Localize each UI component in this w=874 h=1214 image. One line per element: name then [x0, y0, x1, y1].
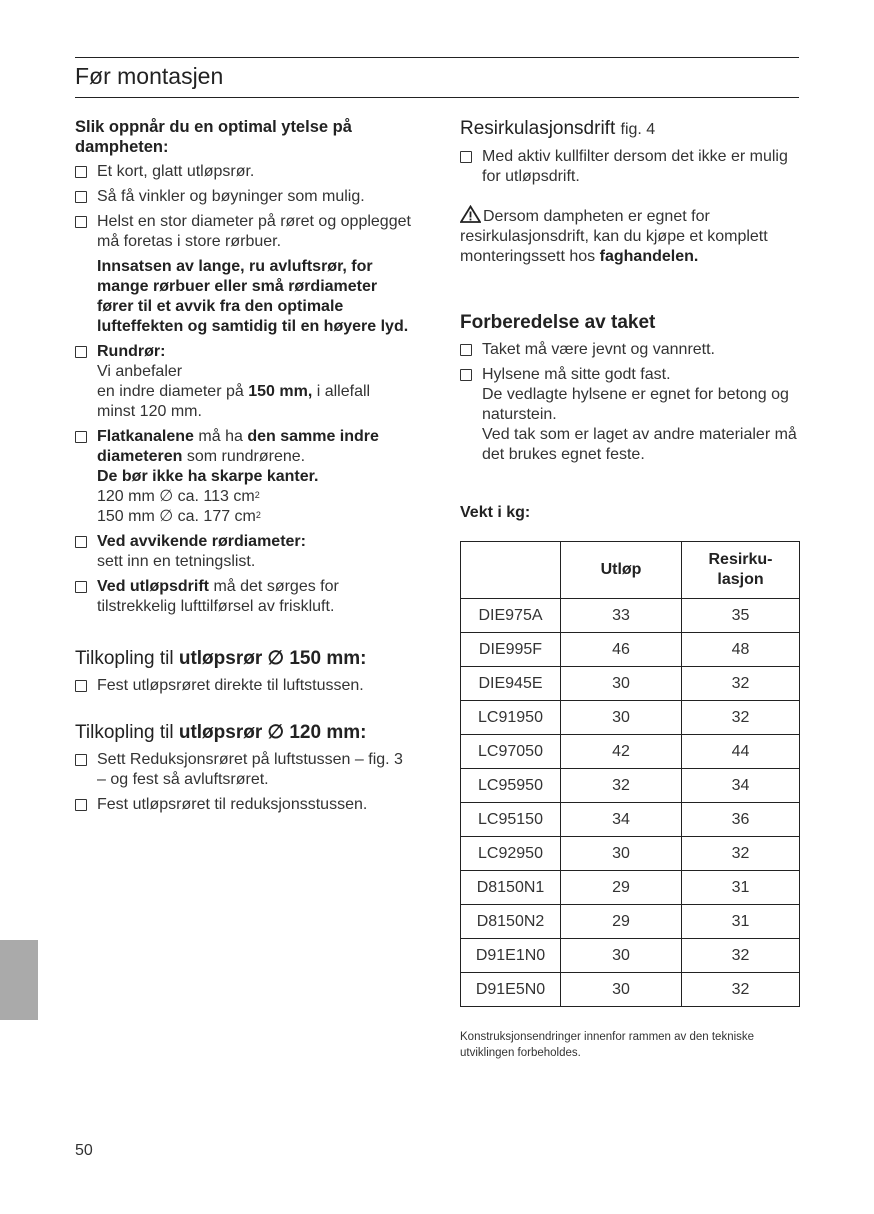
- model-cell: DIE975A: [461, 599, 561, 633]
- checkbox-icon: [460, 151, 472, 163]
- section-150-list: [75, 676, 415, 696]
- checkbox-icon: [75, 166, 87, 178]
- top-rule: [75, 57, 799, 58]
- model-cell: D8150N1: [461, 871, 561, 905]
- model-cell: D91E1N0: [461, 939, 561, 973]
- table-row: [461, 905, 800, 939]
- checkbox-icon: [75, 536, 87, 548]
- list-item-flatkanal: Flatkanalene må ha den samme indre diameteren som rundrørene. De bør ikke ha skarpe kanter. 120 mm ∅ ca. 113 $cm^2$ 150 mm ∅ ca. 177 $cm^2$: [75, 427, 415, 527]
- resirk-cell: 31: [682, 871, 800, 905]
- utlop-cell: 29: [561, 871, 682, 905]
- list-item: Fest utløpsrøret til reduksjonsstussen.: [75, 795, 415, 815]
- checkbox-icon: [75, 431, 87, 443]
- model-header: [461, 542, 561, 599]
- utlop-cell: 30: [561, 667, 682, 701]
- list-item-rundror: Rundrør: Vi anbefaler en indre diameter på 150 mm, i allefall minst 120 mm.: [75, 342, 415, 422]
- list-item: Hylsene må sitte godt fast. De vedlagte hylsene er egnet for betong og naturstein. Ved tak som er laget av andre materialer må det brukes egnet feste.: [460, 365, 805, 465]
- pipe-list: [75, 342, 415, 617]
- model-cell: D8150N2: [461, 905, 561, 939]
- table-row: [461, 939, 800, 973]
- table-row: [461, 803, 800, 837]
- table-row: [461, 667, 800, 701]
- resirk-cell: 32: [682, 973, 800, 1007]
- model-cell: DIE945E: [461, 667, 561, 701]
- resirk-cell: 35: [682, 599, 800, 633]
- model-cell: LC92950: [461, 837, 561, 871]
- list-item: Et kort, glatt utløpsrør.: [75, 162, 415, 182]
- weight-table: [460, 541, 800, 1007]
- resirk-heading: Resirkulasjonsdrift fig. 4: [460, 118, 656, 139]
- list-item: Så få vinkler og bøyninger som mulig.: [75, 187, 415, 207]
- checkbox-icon: [75, 346, 87, 358]
- list-item-utlop: Ved utløpsdrift må det sørges for tilstrekkelig lufttilførsel av friskluft.: [75, 577, 415, 617]
- checkbox-icon: [460, 344, 472, 356]
- section-120-heading: Tilkopling til utløpsrør ∅ 120 mm:: [75, 722, 367, 743]
- rundror-label: Rundrør:: [97, 343, 166, 360]
- checkbox-icon: [75, 581, 87, 593]
- right-column: [460, 117, 805, 1073]
- section-120-list: [75, 750, 415, 815]
- utlop-cell: 30: [561, 837, 682, 871]
- taket-heading: Forberedelse av taket: [460, 312, 656, 333]
- list-item: Med aktiv kullfilter dersom det ikke er mulig for utløpsdrift.: [460, 147, 805, 187]
- utlop-cell: 29: [561, 905, 682, 939]
- utlop-cell: 34: [561, 803, 682, 837]
- resirk-cell: 36: [682, 803, 800, 837]
- section-150-heading: Tilkopling til utløpsrør ∅ 150 mm:: [75, 648, 367, 669]
- gray-side-tab: [0, 940, 38, 1020]
- list-item-avvik: Ved avvikende rørdiameter: sett inn en tetningslist.: [75, 532, 415, 572]
- checkbox-icon: [75, 680, 87, 692]
- resirk-cell: 32: [682, 837, 800, 871]
- checkbox-icon: [460, 369, 472, 381]
- utlop-header: Utløp: [561, 542, 682, 599]
- utlop-cell: 33: [561, 599, 682, 633]
- resirk-header: Resirku- lasjon: [682, 542, 800, 599]
- optimal-note: Innsatsen av lange, ru avluftsrør, for mange rørbuer eller små rørdiameter fører til et avvik fra den optimale lufteffekten og samtidig til en høyere lyd.: [97, 258, 409, 335]
- table-row: [461, 871, 800, 905]
- table-row: [461, 735, 800, 769]
- list-item: Fest utløpsrøret direkte til luftstussen.: [75, 676, 415, 696]
- footnote: Konstruksjonsendringer innenfor rammen av den tekniske utviklingen forbeholdes.: [460, 1031, 755, 1059]
- list-item: Helst en stor diameter på røret og opplegget må foretas i store rørbuer.: [75, 212, 415, 252]
- list-item: Taket må være jevnt og vannrett.: [460, 340, 805, 360]
- resirk-list: [460, 147, 805, 187]
- resirk-cell: 44: [682, 735, 800, 769]
- utlop-cell: 32: [561, 769, 682, 803]
- list-item: Sett Reduksjonsrøret på luftstussen – fig. 3 – og fest så avluftsrøret.: [75, 750, 415, 790]
- optimal-heading: Slik oppnår du en optimal ytelse på dampheten:: [75, 118, 352, 156]
- checkbox-icon: [75, 216, 87, 228]
- taket-list: [460, 340, 805, 465]
- model-cell: LC95150: [461, 803, 561, 837]
- utlop-cell: 42: [561, 735, 682, 769]
- table-row: [461, 701, 800, 735]
- checkbox-icon: [75, 754, 87, 766]
- resirk-cell: 32: [682, 939, 800, 973]
- optimal-list: [75, 162, 415, 252]
- warning-icon: [460, 205, 481, 223]
- utlop-cell: 46: [561, 633, 682, 667]
- vekt-heading: Vekt i kg:: [460, 504, 531, 521]
- resirk-cell: 31: [682, 905, 800, 939]
- table-row: [461, 973, 800, 1007]
- page-number: 50: [75, 1142, 93, 1159]
- table-header-row: [461, 542, 800, 599]
- model-cell: D91E5N0: [461, 973, 561, 1007]
- left-column: [75, 117, 415, 815]
- model-cell: LC97050: [461, 735, 561, 769]
- utlop-cell: 30: [561, 701, 682, 735]
- checkbox-icon: [75, 799, 87, 811]
- checkbox-icon: [75, 191, 87, 203]
- page-title: Før montasjen: [75, 63, 224, 89]
- title-rule: [75, 97, 799, 98]
- model-cell: LC95950: [461, 769, 561, 803]
- utlop-cell: 30: [561, 973, 682, 1007]
- table-row: [461, 837, 800, 871]
- utlop-cell: 30: [561, 939, 682, 973]
- resirk-cell: 34: [682, 769, 800, 803]
- model-cell: DIE995F: [461, 633, 561, 667]
- resirk-cell: 32: [682, 701, 800, 735]
- model-cell: LC91950: [461, 701, 561, 735]
- resirk-cell: 32: [682, 667, 800, 701]
- table-row: [461, 599, 800, 633]
- weight-table-body: [461, 599, 800, 1007]
- table-row: [461, 633, 800, 667]
- table-row: [461, 769, 800, 803]
- warning-text: Dersom dampheten er egnet for resirkulasjonsdrift, kan du kjøpe et komplett monteringssett hos faghandelen.: [460, 205, 805, 267]
- resirk-cell: 48: [682, 633, 800, 667]
